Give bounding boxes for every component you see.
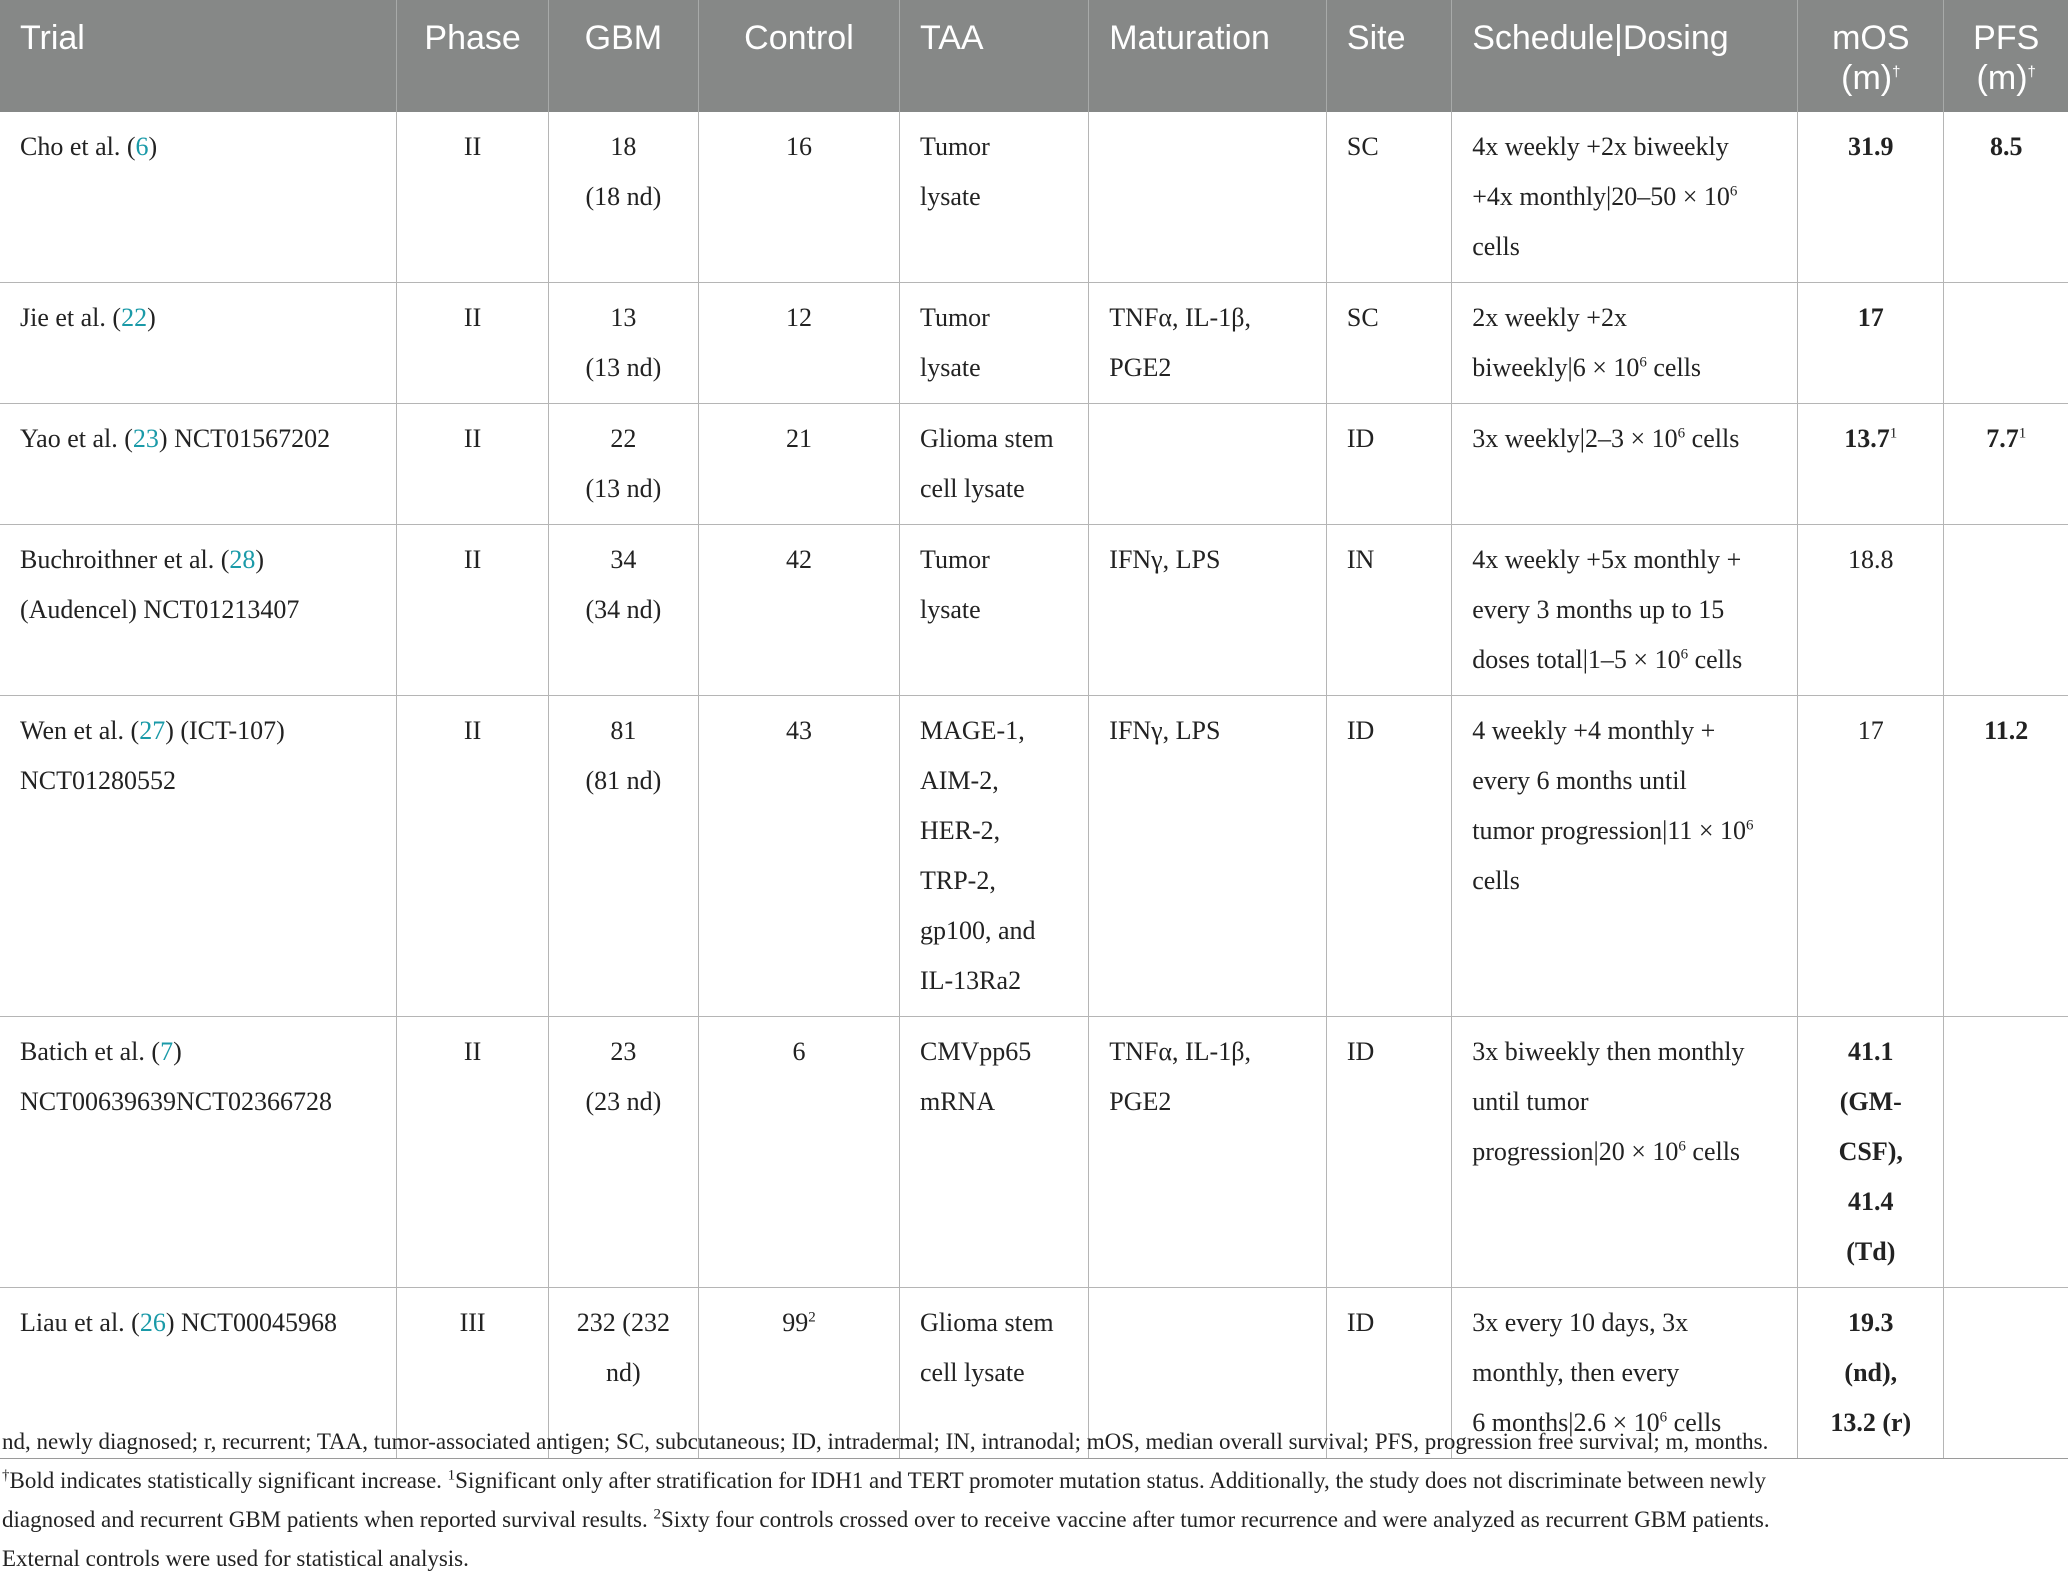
pfs-cell xyxy=(1944,525,2068,696)
header-control: Control xyxy=(698,0,899,112)
trial-cell: Liau et al. (26) NCT00045968 xyxy=(0,1288,397,1459)
pfs-cell: $7.7^1$ xyxy=(1944,404,2068,525)
taa-cell: MAGE-1, AIM-2, HER-2, TRP-2, gp100, and IL-13Ra2 xyxy=(899,696,1088,1017)
site-cell: ID xyxy=(1326,404,1451,525)
taa-cell: Glioma stem cell lysate xyxy=(899,404,1088,525)
gbm-cell: 232 (232 nd) xyxy=(548,1288,698,1459)
schedule-cell: 3x every 10 days, 3x monthly, then every 6 months|2.6 × $10^6$ cells xyxy=(1452,1288,1798,1459)
header-taa: TAA xyxy=(899,0,1088,112)
mos-cell: 17 xyxy=(1798,696,1944,1017)
table-footnotes xyxy=(2,1422,2066,1578)
phase-cell: III xyxy=(397,1288,548,1459)
site-cell: ID xyxy=(1326,696,1451,1017)
table-row xyxy=(0,525,2068,696)
dagger-mark: † xyxy=(2027,63,2036,81)
header-pfs xyxy=(1944,0,2068,112)
mos-cell: 31.9 xyxy=(1798,112,1944,283)
control-cell: $99^2$ xyxy=(698,1288,899,1459)
phase-cell: II xyxy=(397,283,548,404)
schedule-cell: 4x weekly +2x biweekly +4x monthly|20–50 × $10^6$ cells xyxy=(1452,112,1798,283)
table-row xyxy=(0,696,2068,1017)
schedule-cell: 3x biweekly then monthly until tumor progression|20 × $10^6$ cells xyxy=(1452,1017,1798,1288)
maturation-cell: IFNγ, LPS xyxy=(1089,525,1327,696)
trial-cell: Buchroithner et al. (28) (Audencel) NCT01213407 xyxy=(0,525,397,696)
schedule-cell: 3x weekly|2–3 × $10^6$ cells xyxy=(1452,404,1798,525)
header-mos-line2: (m) xyxy=(1841,59,1893,97)
header-row xyxy=(0,0,2068,112)
gbm-cell: 23 (23 nd) xyxy=(548,1017,698,1288)
header-site: Site xyxy=(1326,0,1451,112)
pfs-cell xyxy=(1944,1017,2068,1288)
reference-link[interactable]: 7 xyxy=(160,1037,174,1066)
gbm-cell: 34 (34 nd) xyxy=(548,525,698,696)
gbm-cell: 81 (81 nd) xyxy=(548,696,698,1017)
header-trial: Trial xyxy=(0,0,397,112)
control-cell: 16 xyxy=(698,112,899,283)
gbm-cell: 18 (18 nd) xyxy=(548,112,698,283)
pfs-cell xyxy=(1944,283,2068,404)
mos-cell: 18.8 xyxy=(1798,525,1944,696)
schedule-cell: 2x weekly +2x biweekly|6 × $10^6$ cells xyxy=(1452,283,1798,404)
schedule-cell: 4 weekly +4 monthly + every 6 months until tumor progression|11 × $10^6$ cells xyxy=(1452,696,1798,1017)
maturation-cell: TNFα, IL-1β, PGE2 xyxy=(1089,283,1327,404)
pfs-cell: 8.5 xyxy=(1944,112,2068,283)
trial-cell: Wen et al. (27) (ICT-107) NCT01280552 xyxy=(0,696,397,1017)
phase-cell: II xyxy=(397,696,548,1017)
mos-cell: 17 xyxy=(1798,283,1944,404)
taa-cell: Tumor lysate xyxy=(899,112,1088,283)
table-row xyxy=(0,112,2068,283)
reference-link[interactable]: 28 xyxy=(229,545,256,574)
trial-cell: Yao et al. (23) NCT01567202 xyxy=(0,404,397,525)
maturation-cell xyxy=(1089,112,1327,283)
maturation-cell: IFNγ, LPS xyxy=(1089,696,1327,1017)
reference-link[interactable]: 26 xyxy=(139,1308,166,1337)
maturation-cell: TNFα, IL-1β, PGE2 xyxy=(1089,1017,1327,1288)
phase-cell: II xyxy=(397,1017,548,1288)
reference-link[interactable]: 6 xyxy=(135,132,149,161)
phase-cell: II xyxy=(397,525,548,696)
mos-cell: 13.7$^1$ xyxy=(1798,404,1944,525)
site-cell: ID xyxy=(1326,1017,1451,1288)
taa-cell: CMVpp65 mRNA xyxy=(899,1017,1088,1288)
reference-link[interactable]: 23 xyxy=(132,424,159,453)
phase-cell: II xyxy=(397,112,548,283)
site-cell: ID xyxy=(1326,1288,1451,1459)
pfs-cell: 11.2 xyxy=(1944,696,2068,1017)
taa-cell: Tumor lysate xyxy=(899,283,1088,404)
header-gbm: GBM xyxy=(548,0,698,112)
footnote-notes: †Bold indicates statistically significant increase. $^1$Significant only after stratification for IDH1 and TERT promoter mutation status. Additionally, the study does not discriminate between newly diagnosed and recurrent GBM patients when reported survival results. $^2$Sixty four controls crossed over to receive vaccine after tumor recurrence and were analyzed as recurrent GBM patients. External controls were used for statistical analysis. xyxy=(2,1467,1770,1571)
control-cell: 21 xyxy=(698,404,899,525)
control-cell: 12 xyxy=(698,283,899,404)
header-mos-line1: mOS xyxy=(1832,19,1910,57)
trial-cell: Cho et al. (6) xyxy=(0,112,397,283)
mos-cell: 19.3 (nd), 13.2 (r) xyxy=(1798,1288,1944,1459)
schedule-cell: 4x weekly +5x monthly + every 3 months up to 15 doses total|1–5 × $10^6$ cells xyxy=(1452,525,1798,696)
control-cell: 6 xyxy=(698,1017,899,1288)
site-cell: IN xyxy=(1326,525,1451,696)
header-pfs-line1: PFS xyxy=(1973,19,2040,57)
phase-cell: II xyxy=(397,404,548,525)
taa-cell: Tumor lysate xyxy=(899,525,1088,696)
mos-cell: 41.1 (GM- CSF), 41.4 (Td) xyxy=(1798,1017,1944,1288)
taa-cell: Glioma stem cell lysate xyxy=(899,1288,1088,1459)
reference-link[interactable]: 27 xyxy=(139,716,166,745)
table-row xyxy=(0,1017,2068,1288)
trial-cell: Jie et al. (22) xyxy=(0,283,397,404)
header-phase: Phase xyxy=(397,0,548,112)
header-schedule: Schedule|Dosing xyxy=(1452,0,1798,112)
gbm-cell: 22 (13 nd) xyxy=(548,404,698,525)
header-maturation: Maturation xyxy=(1089,0,1327,112)
table-row xyxy=(0,404,2068,525)
control-cell: 42 xyxy=(698,525,899,696)
footnote-abbreviations: nd, newly diagnosed; r, recurrent; TAA, tumor-associated antigen; SC, subcutaneous; ID, intradermal; IN, intranodal; mOS, median overall survival; PFS, progression free survival; m, months. xyxy=(2,1429,1769,1454)
trial-cell: Batich et al. (7) NCT00639639NCT02366728 xyxy=(0,1017,397,1288)
site-cell: SC xyxy=(1326,283,1451,404)
maturation-cell xyxy=(1089,404,1327,525)
header-pfs-line2: (m) xyxy=(1976,59,2028,97)
reference-link[interactable]: 22 xyxy=(121,303,148,332)
table-row xyxy=(0,283,2068,404)
dagger-mark: † xyxy=(1892,63,1901,81)
gbm-cell: 13 (13 nd) xyxy=(548,283,698,404)
site-cell: SC xyxy=(1326,112,1451,283)
header-mos xyxy=(1798,0,1944,112)
control-cell: 43 xyxy=(698,696,899,1017)
